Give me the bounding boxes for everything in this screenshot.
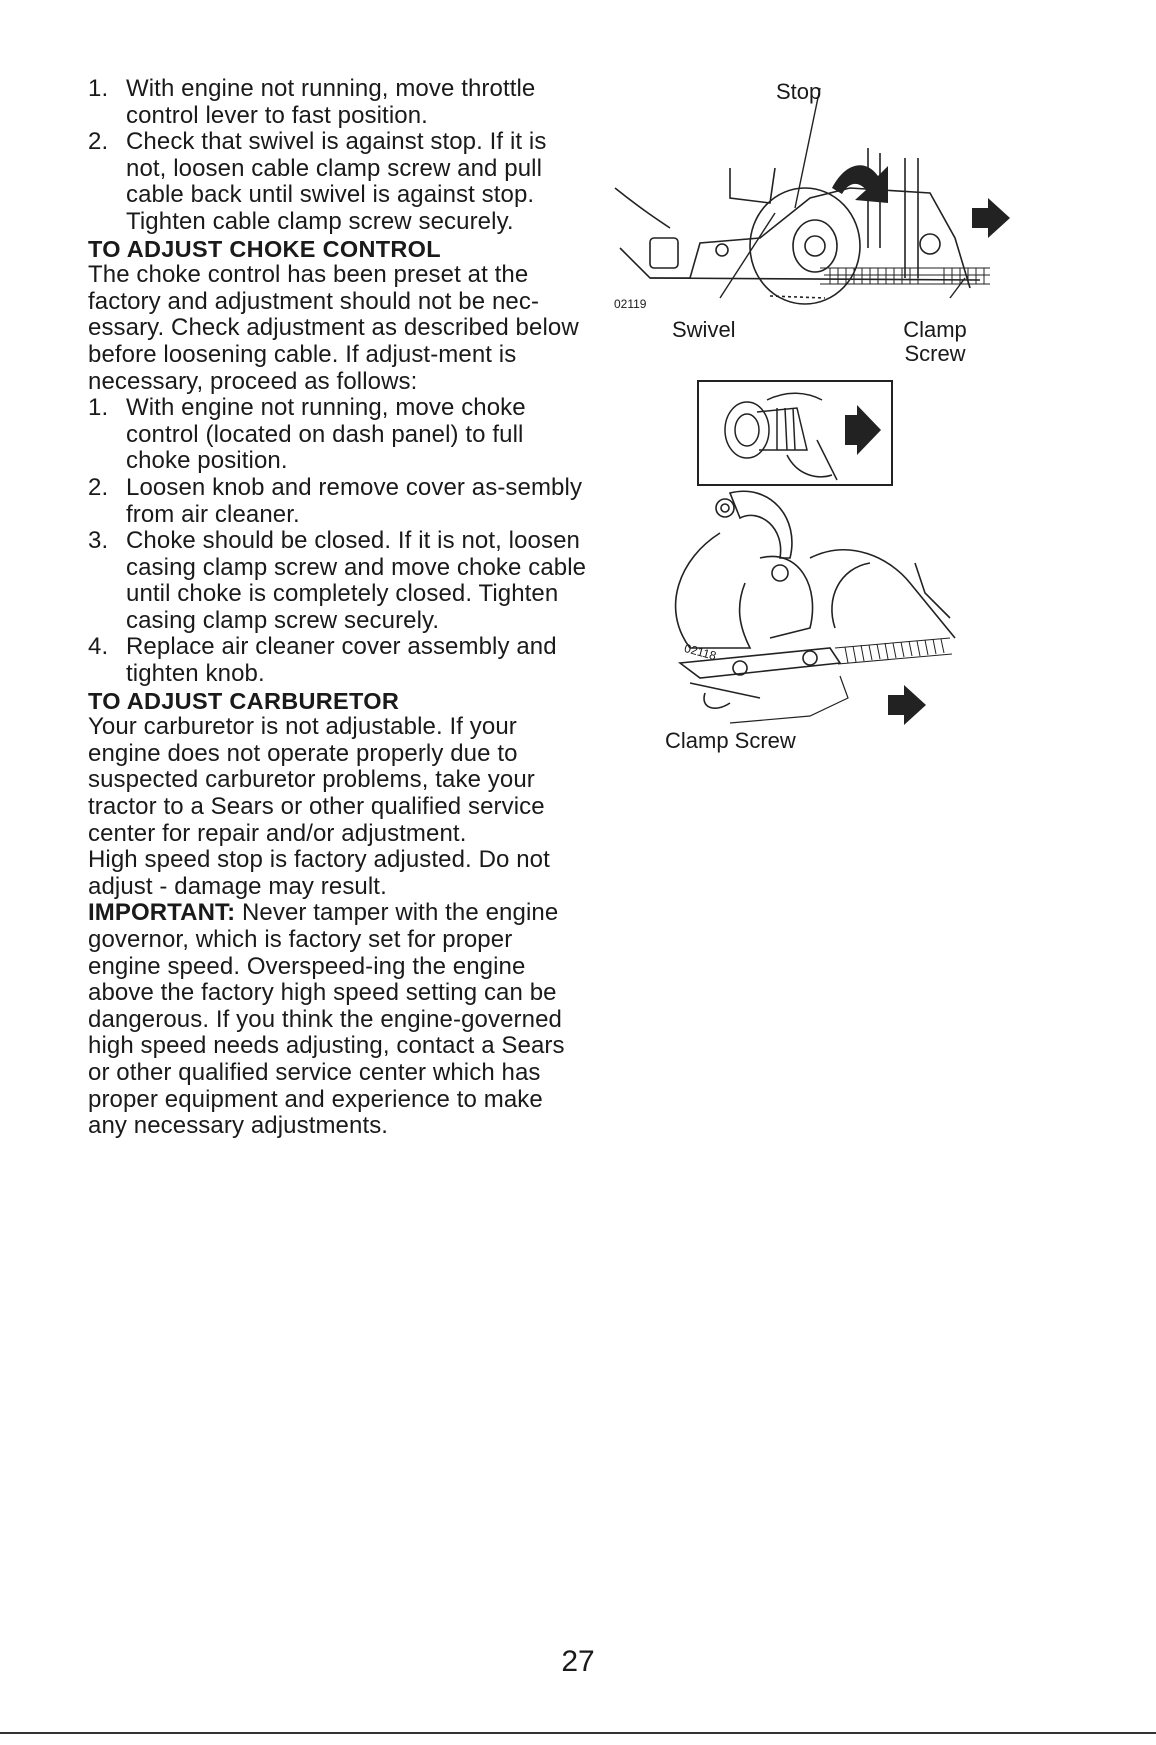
text-column [88, 76, 588, 1140]
step-number: 2. [88, 128, 109, 156]
step-text: Choke should be closed. If it is not, loosen casing clamp screw and move choke cable until choke is completely closed. Tighten casing clamp screw securely. [126, 527, 587, 634]
list-item [88, 76, 588, 129]
step-text: With engine not running, move throttle control lever to fast position. [126, 75, 536, 129]
carburetor-heading: TO ADJUST CARBURETOR [88, 687, 400, 714]
stop-label: Stop [776, 79, 822, 104]
choke-heading: TO ADJUST CHOKE CONTROL [88, 235, 441, 262]
list-item [88, 475, 588, 528]
throttle-diagram [610, 128, 1010, 308]
choke-knob-inset [697, 380, 893, 486]
page-number: 27 [561, 1645, 595, 1678]
important-text: Never tamper with the engine governor, which is factory set for proper engine speed. Overspeed-ing the engine above the factory high speed setting can be dangerous. If you think the engine-governed high speed needs adjusting, contact a Sears or other qualified service center which has proper equipment and experience to make any necessary adjustments. [88, 899, 565, 1140]
list-item [88, 395, 588, 475]
important-label: IMPORTANT: [88, 899, 236, 927]
figure-id: 02118 [682, 641, 718, 663]
important-paragraph [88, 900, 588, 1139]
swivel-label: Swivel [672, 317, 736, 342]
throttle-steps [88, 76, 588, 236]
step-number: 3. [88, 527, 109, 555]
clamp-screw-label: Clamp Screw [903, 317, 967, 366]
clamp-screw-label: Clamp Screw [665, 728, 796, 753]
step-text: Loosen knob and remove cover as-sembly from air cleaner. [126, 473, 583, 528]
choke-intro: The choke control has been preset at the factory and adjustment should not be nec-essary. Check adjustment as described below before loosening cable. If adjust-ment is necessary, proceed as follows: [88, 261, 579, 395]
choke-steps [88, 395, 588, 688]
carburetor-paragraph: Your carburetor is not adjustable. If your engine does not operate properly due to suspected carburetor problems, take your tractor to a Sears or other qualified service center for repair and/or adjustment. [88, 713, 545, 847]
step-number: 1. [88, 394, 109, 422]
high-speed-paragraph: High speed stop is factory adjusted. Do not adjust - damage may result. [88, 846, 550, 900]
step-text: Check that swivel is against stop. If it is not, loosen cable clamp screw and pull cable back until swivel is against stop. Tighten cable clamp screw securely. [126, 128, 547, 235]
figure-id: 02119 [614, 297, 647, 311]
step-number: 1. [88, 75, 109, 102]
choke-diagram [660, 488, 960, 738]
list-item [88, 129, 588, 235]
list-item [88, 634, 588, 687]
page-bottom-rule [0, 1732, 1156, 1734]
list-item [88, 528, 588, 634]
step-text: With engine not running, move choke control (located on dash panel) to full choke position. [126, 394, 526, 475]
step-number: 2. [88, 473, 109, 501]
step-text: Replace air cleaner cover assembly and tighten knob. [126, 633, 557, 688]
step-number: 4. [88, 633, 109, 661]
